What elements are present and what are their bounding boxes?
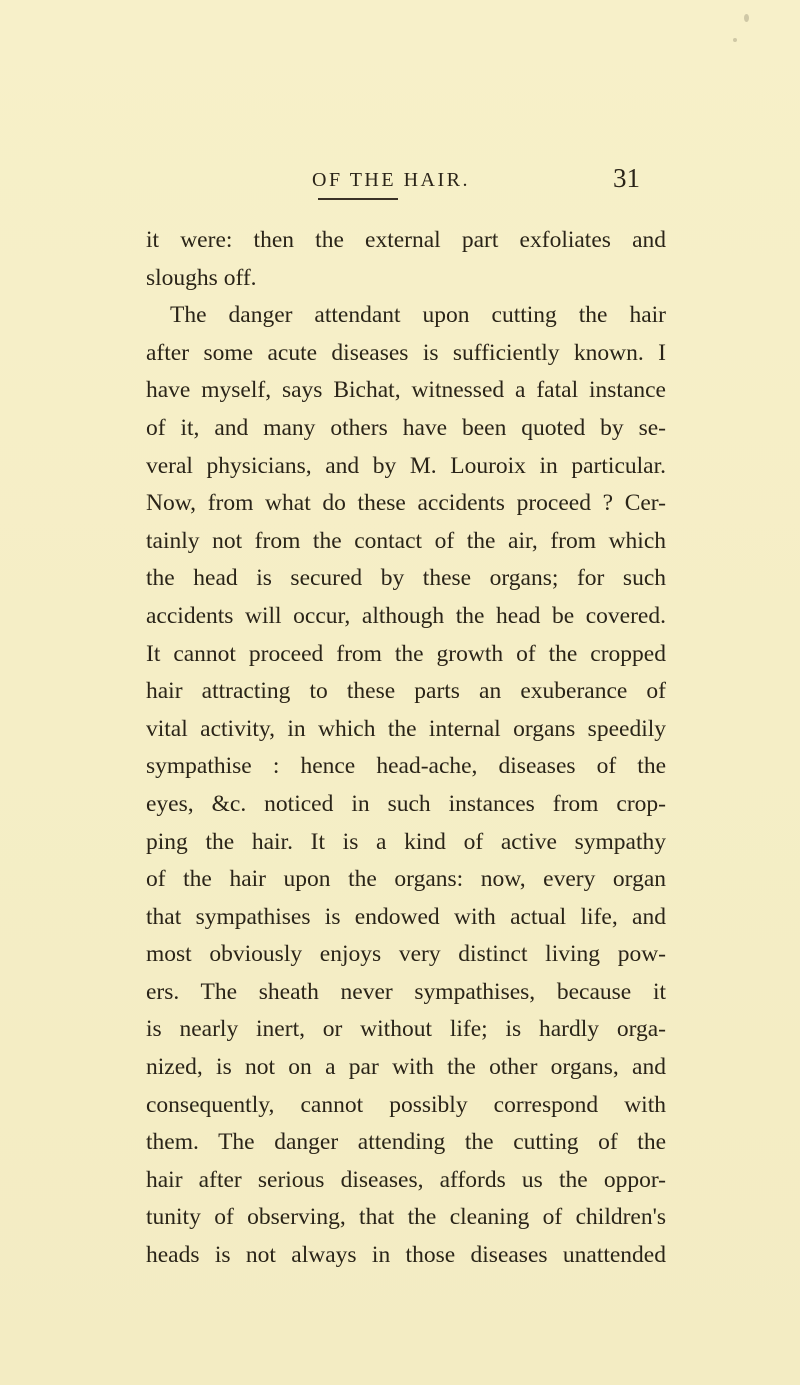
page-header [0, 163, 800, 208]
text-line: heads is not always in those diseases unattended [146, 1242, 666, 1269]
text-line: ping the hair. It is a kind of active sympathy [146, 828, 666, 855]
text-line: tainly not from the contact of the air, from which [146, 527, 666, 554]
text-line: most obviously enjoys very distinct living pow- [146, 941, 666, 968]
text-line: ers. The sheath never sympathises, because it [146, 978, 666, 1005]
text-line: nized, is not on a par with the other organs, and [146, 1054, 666, 1081]
text-line: that sympathises is endowed with actual life, and [146, 903, 666, 930]
text-line: eyes, &c. noticed in such instances from crop- [146, 790, 666, 817]
text-line: consequently, cannot possibly correspond with [146, 1091, 666, 1118]
running-title: OF THE HAIR. [312, 169, 470, 191]
text-line: accidents will occur, although the head be covered. [146, 602, 666, 629]
text-line: is nearly inert, or without life; is hardly orga- [146, 1016, 666, 1043]
paper-speck [744, 14, 749, 22]
body-text [146, 222, 666, 1275]
text-line: hair after serious diseases, affords us the oppor- [146, 1166, 666, 1193]
text-line: veral physicians, and by M. Louroix in particular. [146, 452, 666, 479]
text-line: sympathise : hence head-ache, diseases of the [146, 753, 666, 780]
text-line: tunity of observing, that the cleaning of children's [146, 1204, 666, 1231]
text-line: them. The danger attending the cutting of the [146, 1129, 666, 1156]
header-rule [318, 198, 398, 200]
text-line: of it, and many others have been quoted by se- [146, 414, 666, 441]
text-line: sloughs off. [146, 264, 257, 291]
page-number: 31 [613, 163, 640, 193]
text-line: the head is secured by these organs; for such [146, 565, 666, 592]
text-line: vital activity, in which the internal organs speedily [146, 715, 666, 742]
paper-speck [733, 38, 737, 42]
text-line: after some acute diseases is sufficiently known. I [146, 339, 666, 366]
text-line: Now, from what do these accidents proceed ? Cer- [146, 490, 666, 517]
text-line: The danger attendant upon cutting the hair [170, 302, 666, 329]
text-line: It cannot proceed from the growth of the cropped [146, 640, 666, 667]
text-line: of the hair upon the organs: now, every organ [146, 866, 666, 893]
text-line: hair attracting to these parts an exuberance of [146, 678, 666, 705]
text-line: it were: then the external part exfoliates and [146, 227, 666, 253]
text-line: have myself, says Bichat, witnessed a fatal instance [146, 377, 666, 404]
